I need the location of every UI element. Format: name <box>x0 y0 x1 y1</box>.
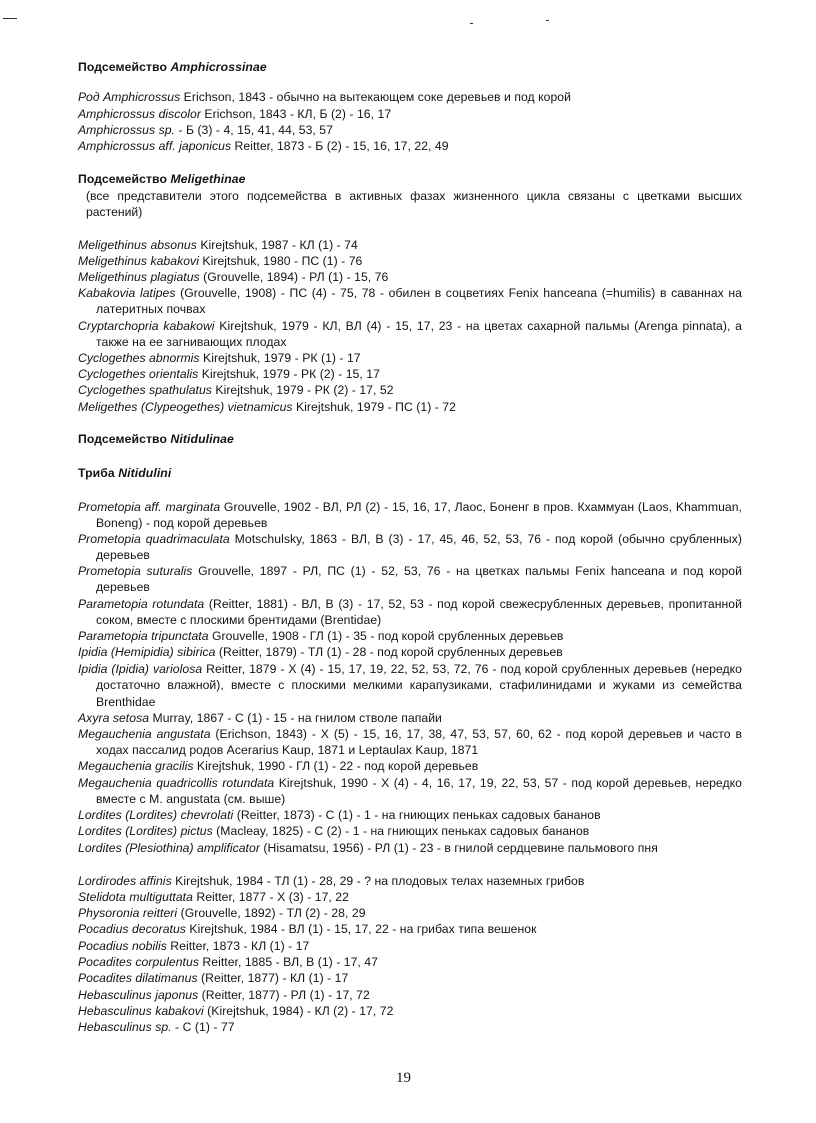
taxon-entry: Megauchenia gracilis Kirejtshuk, 1990 - ГЛ (1) - 22 - под корой деревьев <box>78 759 479 773</box>
taxon-entry: Meligethes (Clypeogethes) vietnamicus Kirejtshuk, 1979 - ПС (1) - 72 <box>78 400 456 414</box>
taxon-entry: Meligethinus plagiatus (Grouvelle, 1894) - РЛ (1) - 15, 76 <box>78 270 389 284</box>
taxon-entry: Lordirodes affinis Kirejtshuk, 1984 - ТЛ (1) - 28, 29 - ? на плодовых телах наземных грибов <box>78 874 585 888</box>
taxon-entry: Hebasculinus kabakovi (Kirejtshuk, 1984) - КЛ (2) - 17, 72 <box>78 1004 394 1018</box>
taxon-entry: Pocadites corpulentus Reitter, 1885 - ВЛ, В (1) - 17, 47 <box>78 955 378 969</box>
section-note: (все представители этого подсемейства в активных фазах жизненного цикла связаны с цветками высших растений) <box>86 189 742 219</box>
taxon-entry: Род Amphicrossus Erichson, 1843 - обычно на вытекающем соке деревьев и под корой <box>78 90 571 104</box>
taxon-entry: Amphicrossus discolor Erichson, 1843 - КЛ, Б (2) - 16, 17 <box>78 107 392 121</box>
taxon-entry: Hebasculinus sp. - С (1) - 77 <box>78 1020 235 1034</box>
taxon-entry: Megauchenia angustata (Erichson, 1843) - Х (5) - 15, 16, 17, 38, 47, 53, 57, 60, 62 - под корой деревьев и часто в ходах пассалид родов Acerarius Kaup, 1871 и Leptaulax Kaup, 1871 <box>78 727 742 758</box>
taxon-entry: Megauchenia quadricollis rotundata Kirejtshuk, 1990 - Х (4) - 4, 16, 17, 19, 22, 53, 57 - под корой деревьев, нередко вместе с M. angustata (см. выше) <box>78 776 742 807</box>
taxon-entry: Kabakovia latipes (Grouvelle, 1908) - ПС (4) - 75, 78 - обилен в соцветиях Fenix hanceana (=humilis) в саваннах на латеритных почвах <box>78 286 742 317</box>
taxon-entry: Stelidota multiguttata Reitter, 1877 - Х (3) - 17, 22 <box>78 890 349 904</box>
taxon-entry: Lordites (Lordites) chevrolati (Reitter, 1873) - С (1) - 1 - на гниющих пеньках садовых бананов <box>78 808 601 822</box>
taxon-entry: Physoronia reitteri (Grouvelle, 1892) - ТЛ (2) - 28, 29 <box>78 906 366 920</box>
scan-artifact <box>470 23 473 24</box>
taxon-entry: Pocadius decoratus Kirejtshuk, 1984 - ВЛ (1) - 15, 17, 22 - на грибах типа вешенок <box>78 922 537 936</box>
taxon-entry: Hebasculinus japonus (Reitter, 1877) - РЛ (1) - 17, 72 <box>78 988 370 1002</box>
tribe-heading: Триба Nitidulini <box>78 466 172 480</box>
taxon-entry: Pocadites dilatimanus (Reitter, 1877) - КЛ (1) - 17 <box>78 971 349 985</box>
taxon-entry: Lordites (Lordites) pictus (Macleay, 1825) - С (2) - 1 - на гниющих пеньках садовых бананов <box>78 824 590 838</box>
taxon-entry: Lordites (Plesiothina) amplificator (Hisamatsu, 1956) - РЛ (1) - 23 - в гнилой сердцевине пальмового пня <box>78 841 658 855</box>
taxon-entry: Amphicrossus aff. japonicus Reitter, 1873 - Б (2) - 15, 16, 17, 22, 49 <box>78 139 449 153</box>
taxon-entry: Ipidia (Ipidia) variolosa Reitter, 1879 - Х (4) - 15, 17, 19, 22, 52, 53, 72, 76 - под корой срубленных деревьев (нередко достаточно влажной), вместе с плоскими мелкими карапузиками, стафилинидами и жуками из семейства Brenthidae <box>78 662 743 709</box>
section-heading: Подсемейство Nitidulinae <box>78 432 234 446</box>
scan-artifact <box>546 20 549 21</box>
taxon-entry: Parametopia tripunctata Grouvelle, 1908 - ГЛ (1) - 35 - под корой срубленных деревьев <box>78 629 564 643</box>
taxon-entry: Ipidia (Hemipidia) sibirica (Reitter, 1879) - ТЛ (1) - 28 - под корой срубленных деревьев <box>78 645 563 659</box>
taxon-entry: Meligethinus kabakovi Kirejtshuk, 1980 - ПС (1) - 76 <box>78 254 363 268</box>
taxon-entry: Axyra setosa Murray, 1867 - С (1) - 15 - на гнилом стволе папайи <box>78 711 442 725</box>
page-number: 19 <box>396 1070 411 1086</box>
taxon-entry: Meligethinus absonus Kirejtshuk, 1987 - КЛ (1) - 74 <box>78 238 358 252</box>
taxon-entry: Cyclogethes spathulatus Kirejtshuk, 1979 - РК (2) - 17, 52 <box>78 383 394 397</box>
section-heading: Подсемейство Meligethinae <box>78 172 246 186</box>
taxon-entry: Prometopia quadrimaculata Motschulsky, 1863 - ВЛ, В (3) - 17, 45, 46, 52, 53, 76 - под корой (обычно срубленных) деревьев <box>78 532 742 563</box>
taxon-entry: Amphicrossus sp. - Б (3) - 4, 15, 41, 44, 53, 57 <box>78 123 333 137</box>
scan-artifact <box>3 18 17 19</box>
taxon-entry: Pocadius nobilis Reitter, 1873 - КЛ (1) - 17 <box>78 939 310 953</box>
taxon-entry: Prometopia aff. marginata Grouvelle, 1902 - ВЛ, РЛ (2) - 15, 16, 17, Лаос, Боненг в пров. Кхаммуан (Laos, Khammuan, Boneng) - под корой деревьев <box>78 500 742 531</box>
taxon-entry: Cryptarchopria kabakowi Kirejtshuk, 1979 - КЛ, ВЛ (4) - 15, 17, 23 - на цветах сахарной пальмы (Arenga pinnata), а также на ее загнивающих плодах <box>78 319 742 350</box>
taxon-entry: Prometopia suturalis Grouvelle, 1897 - РЛ, ПС (1) - 52, 53, 76 - на цветках пальмы Fenix hanceana и под корой деревьев <box>78 564 742 595</box>
taxon-entry: Parametopia rotundata (Reitter, 1881) - ВЛ, В (3) - 17, 52, 53 - под корой свежесрубленных деревьев, пропитанной соком, вместе с плоскими брентидами (Brentidae) <box>78 597 742 628</box>
taxon-entry: Cyclogethes orientalis Kirejtshuk, 1979 - РК (2) - 15, 17 <box>78 367 380 381</box>
section-heading: Подсемейство Amphicrossinae <box>78 60 267 74</box>
taxon-entry: Cyclogethes abnormis Kirejtshuk, 1979 - РК (1) - 17 <box>78 351 361 365</box>
